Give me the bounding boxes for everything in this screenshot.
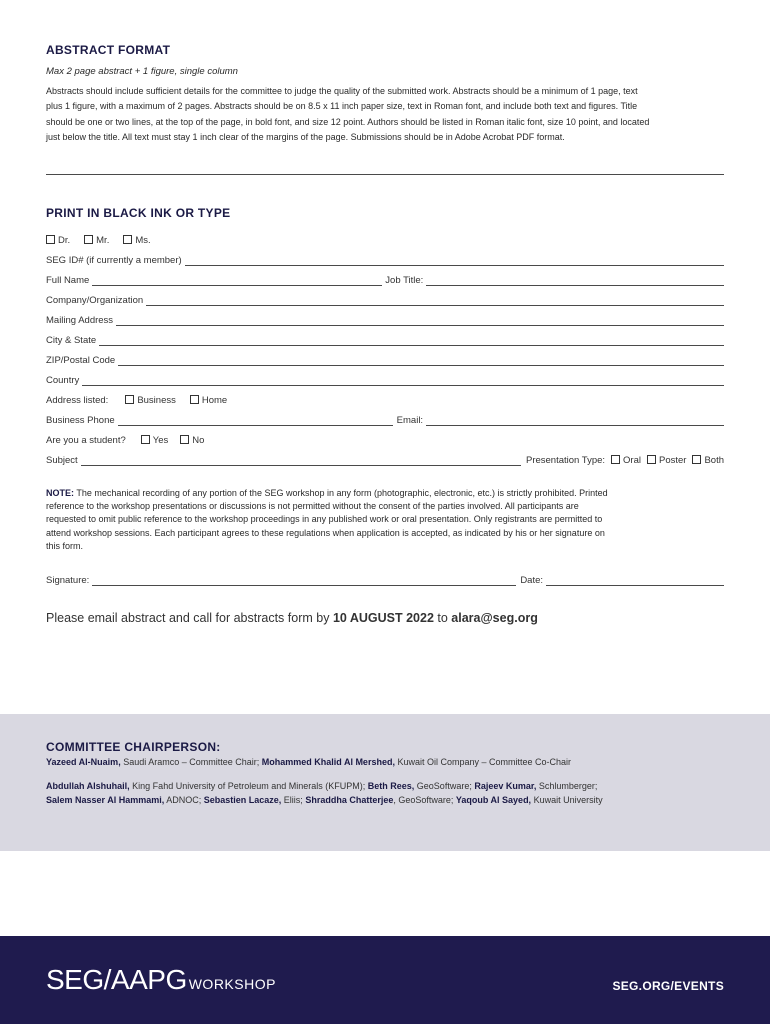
full-name-field[interactable] xyxy=(92,274,382,286)
presentation-option-both[interactable]: Both xyxy=(692,455,724,466)
zip-field[interactable] xyxy=(118,354,724,366)
note-line: reference to the workshop presentations or discussions is not permitted without the consent of the parties involved. All participants are xyxy=(46,501,579,512)
submission-instructions: Please email abstract and call for abstracts form by 10 AUGUST 2022 to alara@seg.org xyxy=(46,611,538,625)
subject-label: Subject xyxy=(46,455,78,466)
checkbox-no[interactable] xyxy=(180,435,189,444)
full-name-label: Full Name xyxy=(46,275,90,286)
events-url-link[interactable]: SEG.ORG/EVENTS xyxy=(612,979,724,993)
city-state-field[interactable] xyxy=(99,334,724,346)
mailing-row xyxy=(46,312,724,326)
student-label: Are you a student? xyxy=(46,435,126,446)
form-heading: PRINT IN BLACK INK OR TYPE xyxy=(46,206,231,220)
abstract-body-line: just below the title. All text must stay 1 inch clear of the margins of the page. Submissions should be in Adobe Acrobat PDF format. xyxy=(46,132,565,143)
title-option-dr[interactable]: Dr. xyxy=(46,235,70,246)
presentation-type-label: Presentation Type: xyxy=(525,455,606,466)
deadline: 10 AUGUST 2022 xyxy=(332,611,434,625)
mailing-address-label: Mailing Address xyxy=(46,315,114,326)
note-paragraph xyxy=(46,487,726,553)
company-label: Company/Organization xyxy=(46,295,144,306)
seg-id-field[interactable] xyxy=(185,254,724,266)
checkbox-oral[interactable] xyxy=(611,455,620,464)
business-phone-field[interactable] xyxy=(118,414,393,426)
presentation-option-oral[interactable]: Oral xyxy=(611,455,641,466)
title-options xyxy=(46,232,724,246)
signature-row xyxy=(46,572,724,586)
business-phone-label: Business Phone xyxy=(46,415,115,426)
zip-row xyxy=(46,352,724,366)
abstract-format-heading: ABSTRACT FORMAT xyxy=(46,43,171,57)
student-option-no[interactable]: No xyxy=(180,435,204,446)
title-option-mr[interactable]: Mr. xyxy=(84,235,109,246)
committee-line-1: Yazeed Al-Nuaim, Saudi Aramco – Committee Chair; Mohammed Khalid Al Mershed, Kuwait Oil Company – Committee Co-Chair xyxy=(46,757,572,767)
seg-id-label: SEG ID# (if currently a member) xyxy=(46,255,182,266)
note-line: this form. xyxy=(46,540,84,551)
signature-label: Signature: xyxy=(46,575,90,586)
address-option-home[interactable]: Home xyxy=(190,395,227,406)
checkbox-yes[interactable] xyxy=(141,435,150,444)
checkbox-ms[interactable] xyxy=(123,235,132,244)
phone-row xyxy=(46,412,724,426)
signature-field[interactable] xyxy=(92,574,516,586)
zip-label: ZIP/Postal Code xyxy=(46,355,116,366)
name-row xyxy=(46,272,724,286)
country-row xyxy=(46,372,724,386)
abstract-format-body xyxy=(46,84,726,146)
checkbox-home[interactable] xyxy=(190,395,199,404)
note-line: The mechanical recording of any portion of the SEG workshop in any form (photographic, electronic, etc.) is strictly prohibited. Printed xyxy=(74,488,608,498)
company-field[interactable] xyxy=(146,294,724,306)
abstract-body-line: Abstracts should include sufficient details for the committee to judge the quality of the submitted work. Abstracts should be a minimum of 1 page, text xyxy=(46,86,638,96)
title-option-ms[interactable]: Ms. xyxy=(123,235,150,246)
note-line: requested to omit public reference to the workshop proceedings in any published work or oral presentation. Only registrants are permitted to xyxy=(46,514,603,525)
committee-panel xyxy=(0,714,770,851)
abstract-format-subtitle: Max 2 page abstract + 1 figure, single column xyxy=(46,66,238,77)
address-listed-label: Address listed: xyxy=(46,395,109,406)
section-divider xyxy=(46,174,724,175)
date-label: Date: xyxy=(520,575,544,586)
student-row xyxy=(46,432,724,446)
abstract-body-line: should be one or two lines, at the top of the page, in bold font, and size 12 point. Authors should be listed in Roman italic font, size 10 point, and located xyxy=(46,116,650,127)
address-option-business[interactable]: Business xyxy=(125,395,176,406)
country-label: Country xyxy=(46,375,80,386)
subject-field[interactable] xyxy=(81,454,521,466)
abstract-body-line: plus 1 figure, with a maximum of 2 pages. Abstracts should be on 8.5 x 11 inch paper size, text in Roman font, and include both text and figures. Title xyxy=(46,101,638,112)
country-field[interactable] xyxy=(82,374,724,386)
company-row xyxy=(46,292,724,306)
note-line: attend workshop sessions. Each participant agrees to these regulations when application is accepted, as indicated by his or her signature on xyxy=(46,527,605,538)
date-field[interactable] xyxy=(546,574,724,586)
presentation-option-poster[interactable]: Poster xyxy=(647,455,686,466)
checkbox-poster[interactable] xyxy=(647,455,656,464)
committee-line-2: Abdullah Alshuhail, King Fahd University of Petroleum and Minerals (KFUPM); Beth Rees, GeoSoftware; Rajeev Kumar, Schlumberger; xyxy=(46,781,598,791)
mailing-address-field[interactable] xyxy=(116,314,724,326)
checkbox-mr[interactable] xyxy=(84,235,93,244)
address-listed-row xyxy=(46,392,724,406)
seg-aapg-workshop-logo: SEG/AAPG WORKSHOP xyxy=(46,964,276,995)
committee-line-3: Salem Nasser Al Hammami, ADNOC; Sebastien Lacaze, Eliis; Shraddha Chatterjee, GeoSoftware; Yaqoub Al Sayed, Kuwait University xyxy=(46,795,603,805)
committee-heading: COMMITTEE CHAIRPERSON: xyxy=(46,740,221,754)
seg-id-row xyxy=(46,252,724,266)
footer-bar xyxy=(0,936,770,1024)
city-state-label: City & State xyxy=(46,335,97,346)
checkbox-both[interactable] xyxy=(692,455,701,464)
email-field[interactable] xyxy=(426,414,724,426)
email-label: Email: xyxy=(396,415,424,426)
checkbox-dr[interactable] xyxy=(46,235,55,244)
checkbox-business[interactable] xyxy=(125,395,134,404)
student-option-yes[interactable]: Yes xyxy=(141,435,169,446)
submission-email-link[interactable]: alara@seg.org xyxy=(451,611,538,625)
job-title-label: Job Title: xyxy=(385,275,424,286)
job-title-field[interactable] xyxy=(426,274,724,286)
subject-row xyxy=(46,452,724,466)
note-label: NOTE: xyxy=(46,488,74,498)
city-row xyxy=(46,332,724,346)
